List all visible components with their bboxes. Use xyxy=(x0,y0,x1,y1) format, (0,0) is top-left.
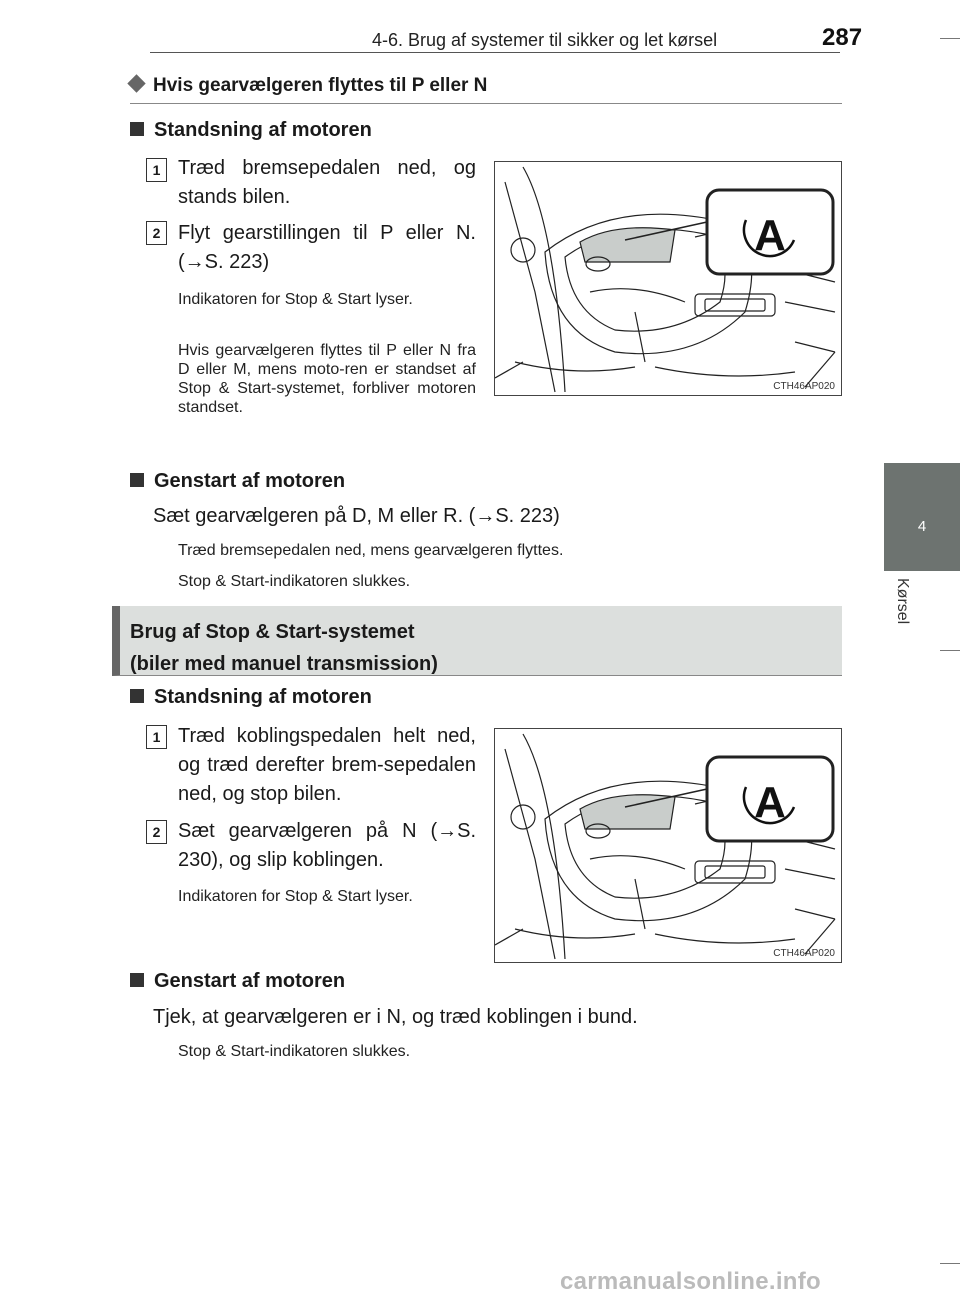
square-bullet-icon xyxy=(130,973,144,987)
page-number: 287 xyxy=(822,24,863,51)
step-number-badge: 2 xyxy=(146,820,167,844)
square-bullet-icon xyxy=(130,122,144,136)
step-text: Flyt gearstillingen til P eller N. (→S. 223) xyxy=(178,222,476,273)
subheading-restart-engine: Genstart af motoren xyxy=(130,470,345,493)
footer-watermark: carmanualsonline.info xyxy=(560,1268,822,1295)
dashboard-illustration xyxy=(494,728,842,963)
illustration-code: CTH46AP020 xyxy=(773,381,835,392)
crop-mark xyxy=(940,650,960,651)
note-text: Hvis gearvælgeren flyttes til P eller N fra D eller M, mens moto-ren er standset af Stop & Start-systemet, forbliver motoren standset. xyxy=(178,342,476,416)
step-number-badge: 1 xyxy=(146,158,167,182)
body-text: Sæt gearvælgeren på D, M eller R. (→S. 223) xyxy=(153,505,560,527)
crop-mark xyxy=(940,1263,960,1264)
note-text: Indikatoren for Stop & Start lyser. xyxy=(178,291,413,308)
subheading-stop-engine: Standsning af motoren xyxy=(130,119,372,142)
note-text: Stop & Start-indikatoren slukkes. xyxy=(178,573,411,590)
body-text: Tjek, at gearvælgeren er i N, og træd koblingen i bund. xyxy=(153,1006,638,1028)
dashboard-drawing xyxy=(495,162,841,395)
note-text: Indikatoren for Stop & Start lyser. xyxy=(178,888,413,905)
callout-label: A xyxy=(754,211,786,260)
section-rule xyxy=(130,103,842,104)
subheading-stop-engine: Standsning af motoren xyxy=(130,686,372,709)
note-text: Stop & Start-indikatoren slukkes. xyxy=(178,1043,411,1060)
step-text: Træd bremsepedalen ned, og stands bilen. xyxy=(178,157,476,208)
boxed-section-heading xyxy=(112,606,842,676)
dashboard-drawing xyxy=(495,729,841,962)
boxed-heading-line: Brug af Stop & Start-systemet xyxy=(130,621,415,643)
step-text: Sæt gearvælgeren på N (→S. 230), og slip koblingen. xyxy=(178,820,476,871)
step-number-badge: 1 xyxy=(146,725,167,749)
square-bullet-icon xyxy=(130,689,144,703)
chapter-number: 4 xyxy=(917,518,927,535)
note-text: Træd bremsepedalen ned, mens gearvælgeren flyttes. xyxy=(178,542,564,559)
dashboard-illustration xyxy=(494,161,842,396)
diamond-bullet-icon xyxy=(127,74,145,92)
square-bullet-icon xyxy=(130,473,144,487)
chapter-side-label: Kørsel xyxy=(894,578,911,625)
subheading-restart-engine: Genstart af motoren xyxy=(130,970,345,993)
step-number-badge: 2 xyxy=(146,221,167,245)
section-heading: Hvis gearvælgeren flyttes til P eller N xyxy=(130,75,487,97)
boxed-heading-line: (biler med manuel transmission) xyxy=(130,653,438,675)
chapter-side-tab xyxy=(884,463,960,571)
illustration-code: CTH46AP020 xyxy=(773,948,835,959)
chapter-title: 4-6. Brug af systemer til sikker og let kørsel xyxy=(372,30,718,50)
callout-label: A xyxy=(754,778,786,827)
crop-mark xyxy=(940,38,960,39)
header-rule xyxy=(150,52,840,53)
step-text: Træd koblingspedalen helt ned, og træd derefter brem-sepedalen ned, og stop bilen. xyxy=(178,725,476,805)
